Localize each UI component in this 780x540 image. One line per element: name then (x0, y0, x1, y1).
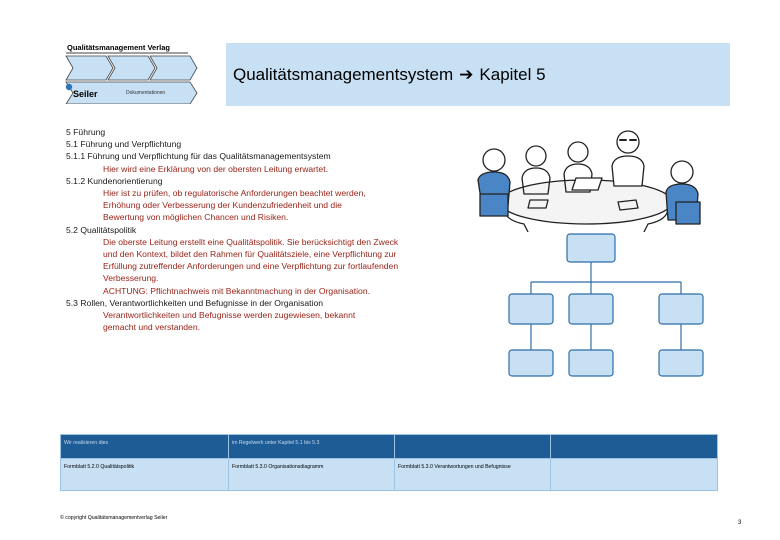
section-text: Verbesserung. (103, 273, 159, 284)
table-row (61, 459, 718, 491)
section-text: Bewertung von möglichen Chancen und Risiken. (103, 212, 289, 223)
title-left: Qualitätsmanagementsystem (233, 65, 454, 84)
table-row (61, 435, 718, 459)
section-text: Die oberste Leitung erstellt eine Qualitätspolitik. Sie berücksichtigt den Zweck (103, 236, 399, 247)
chapter-banner (226, 43, 730, 106)
table-cell (551, 435, 718, 459)
table-cell: Formblatt 5.3.0 Verantwortungen und Befugnisse (395, 459, 551, 491)
table-cell: im Regelwerk unter Kapitel 5.1 bis 5.3 (229, 435, 395, 459)
publisher-logo (60, 40, 205, 104)
section-text: gemacht und verstanden. (103, 322, 200, 333)
org-chart-illustration (495, 232, 725, 377)
section-heading: 5.2 Qualitätspolitik (66, 224, 137, 235)
copyright-footer: © copyright Qualitätsmanagementverlag Seiler (60, 515, 168, 521)
section-heading: 5.3 Rollen, Verantwortlichkeiten und Befugnisse in der Organisation (66, 297, 324, 308)
logo-subtitle: Dokumentationen (126, 90, 166, 96)
section-heading: 5 Führung (66, 127, 106, 137)
meeting-illustration (468, 120, 708, 232)
chapter-content (66, 126, 476, 333)
section-text: ACHTUNG: Pflichtnachweis mit Bekanntmachung in der Organisation. (103, 285, 370, 296)
section-text: Erfüllung zutreffender Anforderungen und eine Verpflichtung zur fortlaufenden (103, 261, 399, 272)
section-heading: 5.1.2 Kundenorientierung (66, 175, 163, 186)
section-text: Hier ist zu prüfen, ob regulatorische Anforderungen beachtet werden, (103, 188, 366, 199)
section-text: Hier wird eine Erklärung von der obersten Leitung erwartet. (103, 163, 328, 174)
arrow-right-icon: ➔ (459, 65, 474, 84)
table-cell: Formblatt 5.2.0 Qualitätspolitik (61, 459, 229, 491)
logo-title: Qualitätsmanagement Verlag (67, 43, 170, 52)
section-text: und den Kontext, bildet den Rahmen für Qualitätsziele, eine Verpflichtung zur (103, 249, 397, 260)
table-cell (395, 435, 551, 459)
page-title (233, 65, 546, 85)
section-heading: 5.1 Führung und Verpflichtung (66, 139, 182, 150)
title-right: Kapitel 5 (479, 65, 546, 84)
reference-table (60, 434, 718, 491)
table-cell: Wir realisieren dies (61, 435, 229, 459)
page-number: 3 (738, 520, 742, 526)
section-heading: 5.1.1 Führung und Verpflichtung für das Qualitätsmanagementsystem (66, 151, 331, 162)
table-cell (551, 459, 718, 491)
logo-brand: Seiler (73, 89, 98, 99)
section-text: Erhöhung oder Verbesserung der Kundenzufriedenheit und die (103, 200, 342, 211)
section-text: Verantwortlichkeiten und Befugnisse werden zugewiesen, bekannt (103, 310, 356, 321)
table-cell: Formblatt 5.3.0 Organisationsdiagramm (229, 459, 395, 491)
